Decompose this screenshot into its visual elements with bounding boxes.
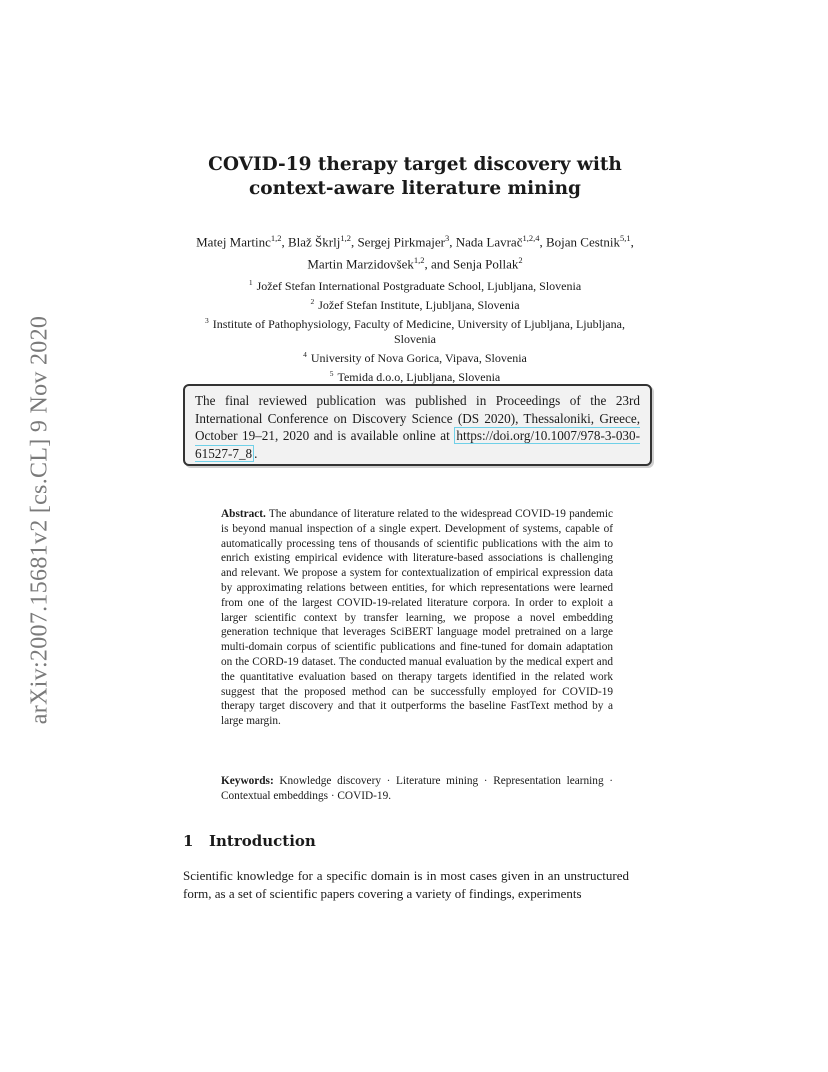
affiliation-number: 1 <box>248 278 253 287</box>
keywords-label: Keywords: <box>221 775 274 787</box>
affiliation-text: Temida d.o.o, Ljubljana, Slovenia <box>337 370 501 384</box>
abstract <box>221 507 613 729</box>
author-name: , Sergej Pirkmajer <box>350 234 445 250</box>
affiliation <box>195 366 635 385</box>
affiliation-number: 2 <box>310 297 315 306</box>
affiliation-number: 4 <box>303 350 307 359</box>
author-list <box>180 229 650 274</box>
affiliation <box>195 294 635 313</box>
affiliation-text: Jožef Stefan Institute, Ljubljana, Slovenia <box>318 298 520 312</box>
author-affil-ref: 5,1 <box>620 233 631 243</box>
section-number: 1 <box>183 832 194 850</box>
author-affil-ref: 3 <box>444 233 450 243</box>
author-affil-ref: 1,2 <box>340 233 351 243</box>
author-affil-ref: 2 <box>518 255 523 266</box>
section-title: Introduction <box>209 832 316 850</box>
affiliation-number: 5 <box>329 369 334 378</box>
affiliations <box>195 275 635 385</box>
doi-link[interactable]: https://doi.org/10.1007/978-3-030-61527-7_8 <box>195 428 640 461</box>
author-affil-ref: 1,2,4 <box>522 233 540 243</box>
abstract-label: Abstract. <box>221 508 266 520</box>
affiliation-number: 3 <box>205 316 209 325</box>
affiliation <box>195 275 635 294</box>
affiliation-text: University of Nova Gorica, Vipava, Slovenia <box>310 351 527 365</box>
title-line-1: COVID-19 therapy target discovery with <box>208 154 622 175</box>
author-name: , Martin Marzidovšek <box>307 234 634 272</box>
affiliation-text: Jožef Stefan International Postgraduate School, Ljubljana, Slovenia <box>256 279 582 293</box>
keywords-text: Knowledge discovery · Literature mining · Representation learning · Contextual embeddings · COVID-19. <box>221 775 613 802</box>
author-name: , Bojan Cestnik <box>539 234 620 250</box>
affiliation <box>195 313 635 347</box>
author-affil-ref: 1,2 <box>270 233 282 243</box>
affiliation-text: Institute of Pathophysiology, Faculty of Medicine, University of Ljubljana, Ljubljana, Slovenia <box>212 317 625 346</box>
notice-period: . <box>254 445 258 461</box>
abstract-text: The abundance of literature related to the widespread COVID-19 pandemic is beyond manual inspection of a single expert. Development of systems, capable of automatically processing tens of thousands of scientific publications with the aim to enrich existing empirical evidence with literature-based associations is challenging and relevant. We propose a system for contextualization of empirical expression data by approximating relations between entities, for which representations were learned from one of the largest COVID-19-related literature corpora. In order to exploit a larger scientific context by transfer learning, we propose a novel embedding generation technique that leverages SciBERT language model pretrained on a large multi-domain corpus of scientific publications and fine-tuned for domain adaptation on the CORD-19 dataset. The conducted manual evaluation by the medical expert and the quantitative evaluation based on therapy targets identified in the related work suggest that the proposed method can be successfully employed for COVID-19 therapy target discovery and that it outperforms the baseline FastText method by a large margin. <box>221 508 614 728</box>
author-name: , Blaž Škrlj <box>281 234 341 250</box>
publication-notice-box <box>183 384 652 466</box>
affiliation <box>195 347 635 366</box>
section-heading <box>183 832 628 850</box>
paper-title <box>180 153 650 201</box>
intro-paragraph: Scientific knowledge for a specific domain is in most cases given in an unstructured form, as a set of scientific papers covering a variety of findings, experiments <box>183 868 629 901</box>
title-line-2: context-aware literature mining <box>248 178 581 199</box>
author-name: Matej Martinc <box>196 234 271 250</box>
notice-text: The final reviewed publication was published in Proceedings of the 23rd International Conference on Discovery Science (DS 2020), Thessaloniki, Greece, October 19–21, 2020 and is available online at <box>195 393 640 443</box>
keywords <box>221 774 613 804</box>
author-affil-ref: 1,2 <box>413 255 425 266</box>
arxiv-identifier: arXiv:2007.15681v2 [cs.CL] 9 Nov 2020 <box>26 315 53 725</box>
author-name: , Nada Lavrač <box>449 234 523 250</box>
author-name: , and Senja Pollak <box>424 256 519 272</box>
